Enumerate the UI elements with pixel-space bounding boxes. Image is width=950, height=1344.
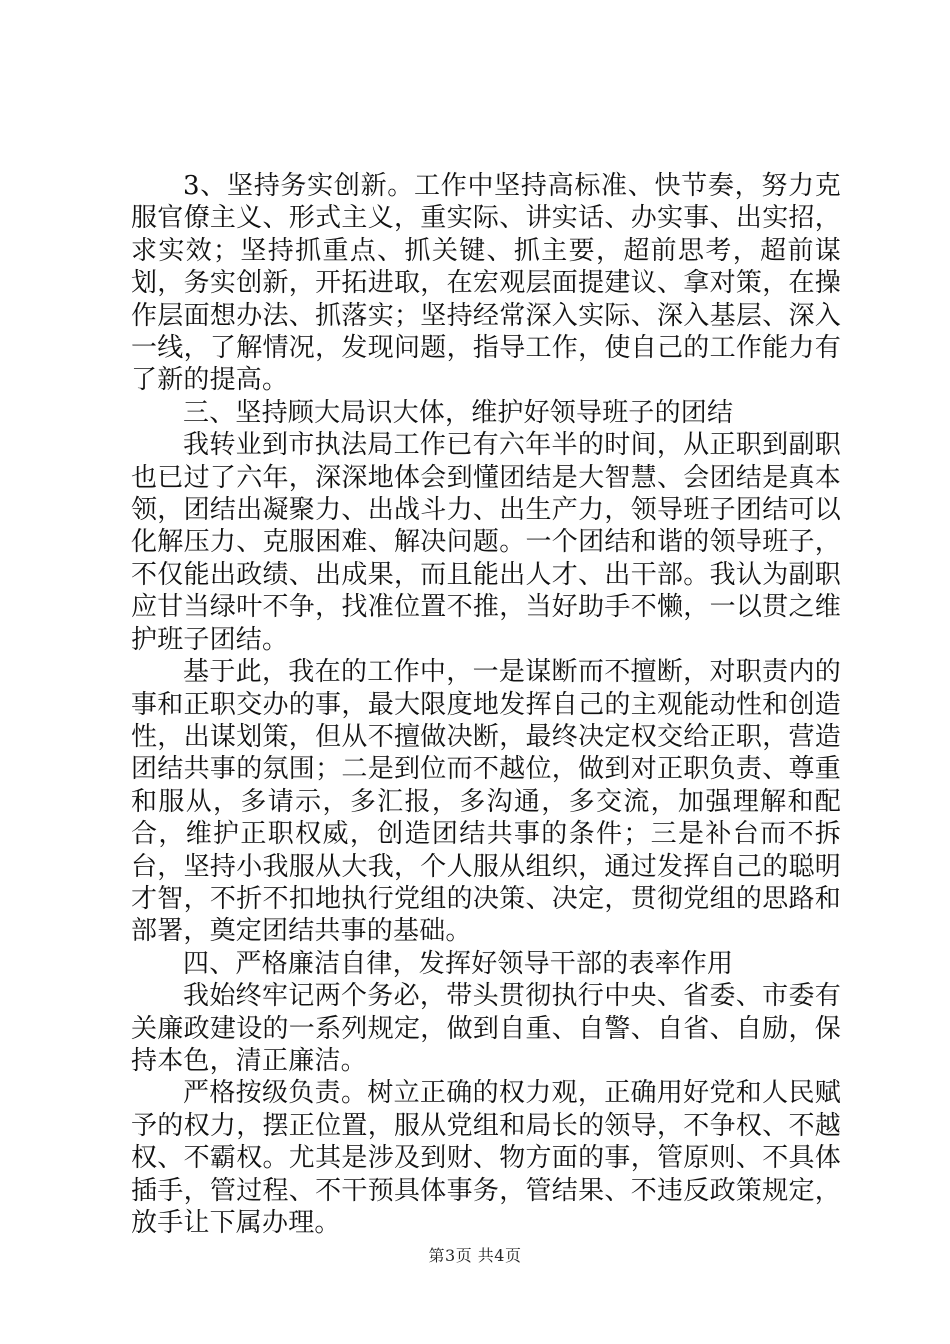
paragraph-unity-practice: 基于此，我在的工作中，一是谋断而不擅断，对职责内的事和正职交办的事，最大限度地发挥自己的主观能动性和创造性，出谋划策，但从不擅做决断，最终决定权交给正职，营造团结共事的氛围；二是到位而不越位，做到对正职负责、尊重和服从，多请示，多汇报，多沟通，多交流，加强理解和配合，维护正职权威，创造团结共事的条件；三是补台而不拆台，坚持小我服从大我，个人服从组织，通过发挥自己的聪明才智，不折不扣地执行党组的决策、决定，贯彻党组的思路和部署，奠定团结共事的基础。 — [131, 657, 841, 947]
paragraph-integrity-commitment: 我始终牢记两个务必，带头贯彻执行中央、省委、市委有关廉政建设的一系列规定，做到自重、自警、自省、自励，保持本色，清正廉洁。 — [131, 981, 841, 1076]
section-heading-unity: 三、坚持顾大局识大体，维护好领导班子的团结 — [183, 397, 734, 428]
paragraph-unity-experience: 我转业到市执法局工作已有六年半的时间，从正职到副职也已过了六年，深深地体会到懂团结是大智慧、会团结是真本领，团结出凝聚力、出战斗力、出生产力，领导班子团结可以化解压力、克服困难、解决问题。一个团结和谐的领导班子，不仅能出政绩、出成果，而且能出人才、出干部。我认为副职应甘当绿叶不争，找准位置不推，当好助手不懒，一以贯之维护班子团结。 — [131, 430, 841, 655]
section-heading-integrity: 四、严格廉洁自律，发挥好领导干部的表率作用 — [183, 948, 734, 979]
paragraph-level-responsibility: 严格按级负责。树立正确的权力观，正确用好党和人民赋予的权力，摆正位置，服从党组和局长的领导，不争权、不越权、不霸权。尤其是涉及到财、物方面的事，管原则、不具体插手，管过程、不干预具体事务，管结果、不违反政策规定，放手让下属办理。 — [131, 1078, 841, 1238]
page-number-footer: 第3页 共4页 — [428, 1246, 522, 1265]
paragraph-pragmatic-innovation: 3、坚持务实创新。工作中坚持高标准、快节奏，努力克服官僚主义、形式主义，重实际、讲实话、办实事、出实招，求实效；坚持抓重点、抓关键、抓主要，超前思考，超前谋划，务实创新，开拓进取，在宏观层面提建议、拿对策，在操作层面想办法、抓落实；坚持经常深入实际、深入基层、深入一线，了解情况，发现问题，指导工作，使自己的工作能力有了新的提高。 — [131, 171, 841, 396]
document-body — [131, 170, 841, 1239]
